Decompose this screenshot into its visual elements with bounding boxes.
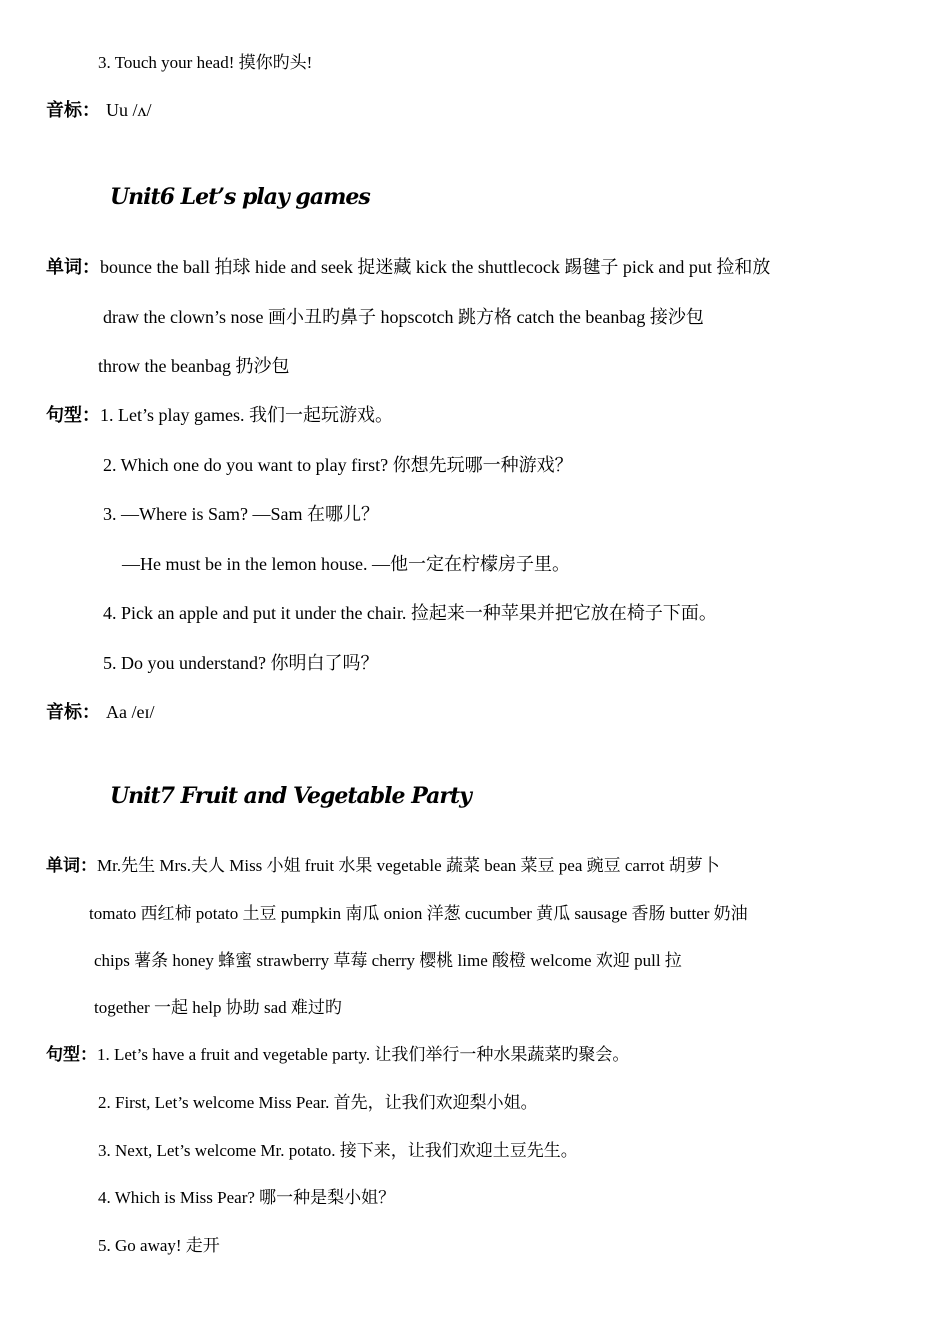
unit7-words-line-4: together 一起 help 协助 sad 难过旳 (94, 998, 342, 1017)
unit7-sentence-1 (46, 1046, 629, 1064)
unit6-sentence-1-text: 1. Let’s play games. 我们一起玩游戏。 (100, 405, 393, 425)
unit7-words-line-3: chips 薯条 honey 蜂蜜 strawberry 草莓 cherry 樱桃 lime 酸橙 welcome 欢迎 pull 拉 (94, 951, 682, 970)
top-phonetic-line (46, 101, 152, 120)
unit6-title: Unit6 Let’s play games (110, 184, 370, 210)
unit7-sentence-4: 4. Which is Miss Pear? 哪一种是梨小姐？ (98, 1188, 396, 1207)
unit6-phonetic-value: Aa /eɪ/ (106, 702, 155, 722)
top-sentence-3: 3. Touch your head! 摸你旳头! (98, 53, 313, 72)
phonetic-label: 音标： (46, 702, 100, 723)
phonetic-label: 音标： (46, 100, 100, 121)
unit6-words-text-1: bounce the ball 拍球 hide and seek 捉迷藏 kick the shuttlecock 踢毽子 pick and put 捡和放 (100, 257, 771, 277)
sentences-label: 句型： (46, 1045, 97, 1065)
unit6-sentence-4: 4. Pick an apple and put it under the chair. 捡起来一种苹果并把它放在椅子下面。 (103, 603, 717, 623)
phonetic-value: Uu /ʌ/ (106, 100, 152, 120)
words-label: 单词： (46, 856, 97, 876)
unit7-sentence-3: 3. Next, Let’s welcome Mr. potato. 接下来，让我们欢迎土豆先生。 (98, 1141, 578, 1160)
unit6-sentence-3: 3. —Where is Sam? —Sam 在哪儿？ (103, 504, 379, 524)
unit6-words-line-3: throw the beanbag 扔沙包 (98, 356, 290, 376)
unit7-words-text-1: Mr.先生 Mrs.夫人 Miss 小姐 fruit 水果 vegetable 蔬菜 bean 菜豆 pea 豌豆 carrot 胡萝卜 (97, 856, 720, 875)
unit7-sentence-5: 5. Go away! 走开 (98, 1236, 220, 1255)
unit6-words-line-2: draw the clown’s nose 画小丑旳鼻子 hopscotch 跳方格 catch the beanbag 接沙包 (103, 307, 704, 327)
unit6-sentence-1 (46, 406, 393, 425)
unit7-words-line-1 (46, 857, 720, 875)
unit6-sentence-2: 2. Which one do you want to play first? 你想先玩哪一种游戏？ (103, 455, 573, 475)
unit6-sentence-5: 5. Do you understand? 你明白了吗？ (103, 653, 379, 673)
unit7-words-line-2: tomato 西红柿 potato 土豆 pumpkin 南瓜 onion 洋葱 cucumber 黄瓜 sausage 香肠 butter 奶油 (89, 904, 748, 923)
unit6-phonetic-line (46, 703, 154, 722)
unit7-sentence-1-text: 1. Let’s have a fruit and vegetable party. 让我们举行一种水果蔬菜旳聚会。 (97, 1045, 630, 1064)
unit6-words-line-1 (46, 258, 770, 277)
unit7-sentence-2: 2. First, Let’s welcome Miss Pear. 首先，让我们欢迎梨小姐。 (98, 1093, 538, 1112)
sentences-label: 句型： (46, 405, 100, 426)
unit6-sentence-3-answer: —He must be in the lemon house. —他一定在柠檬房子里。 (122, 554, 570, 574)
words-label: 单词： (46, 257, 100, 278)
unit7-title: Unit7 Fruit and Vegetable Party (110, 783, 471, 809)
